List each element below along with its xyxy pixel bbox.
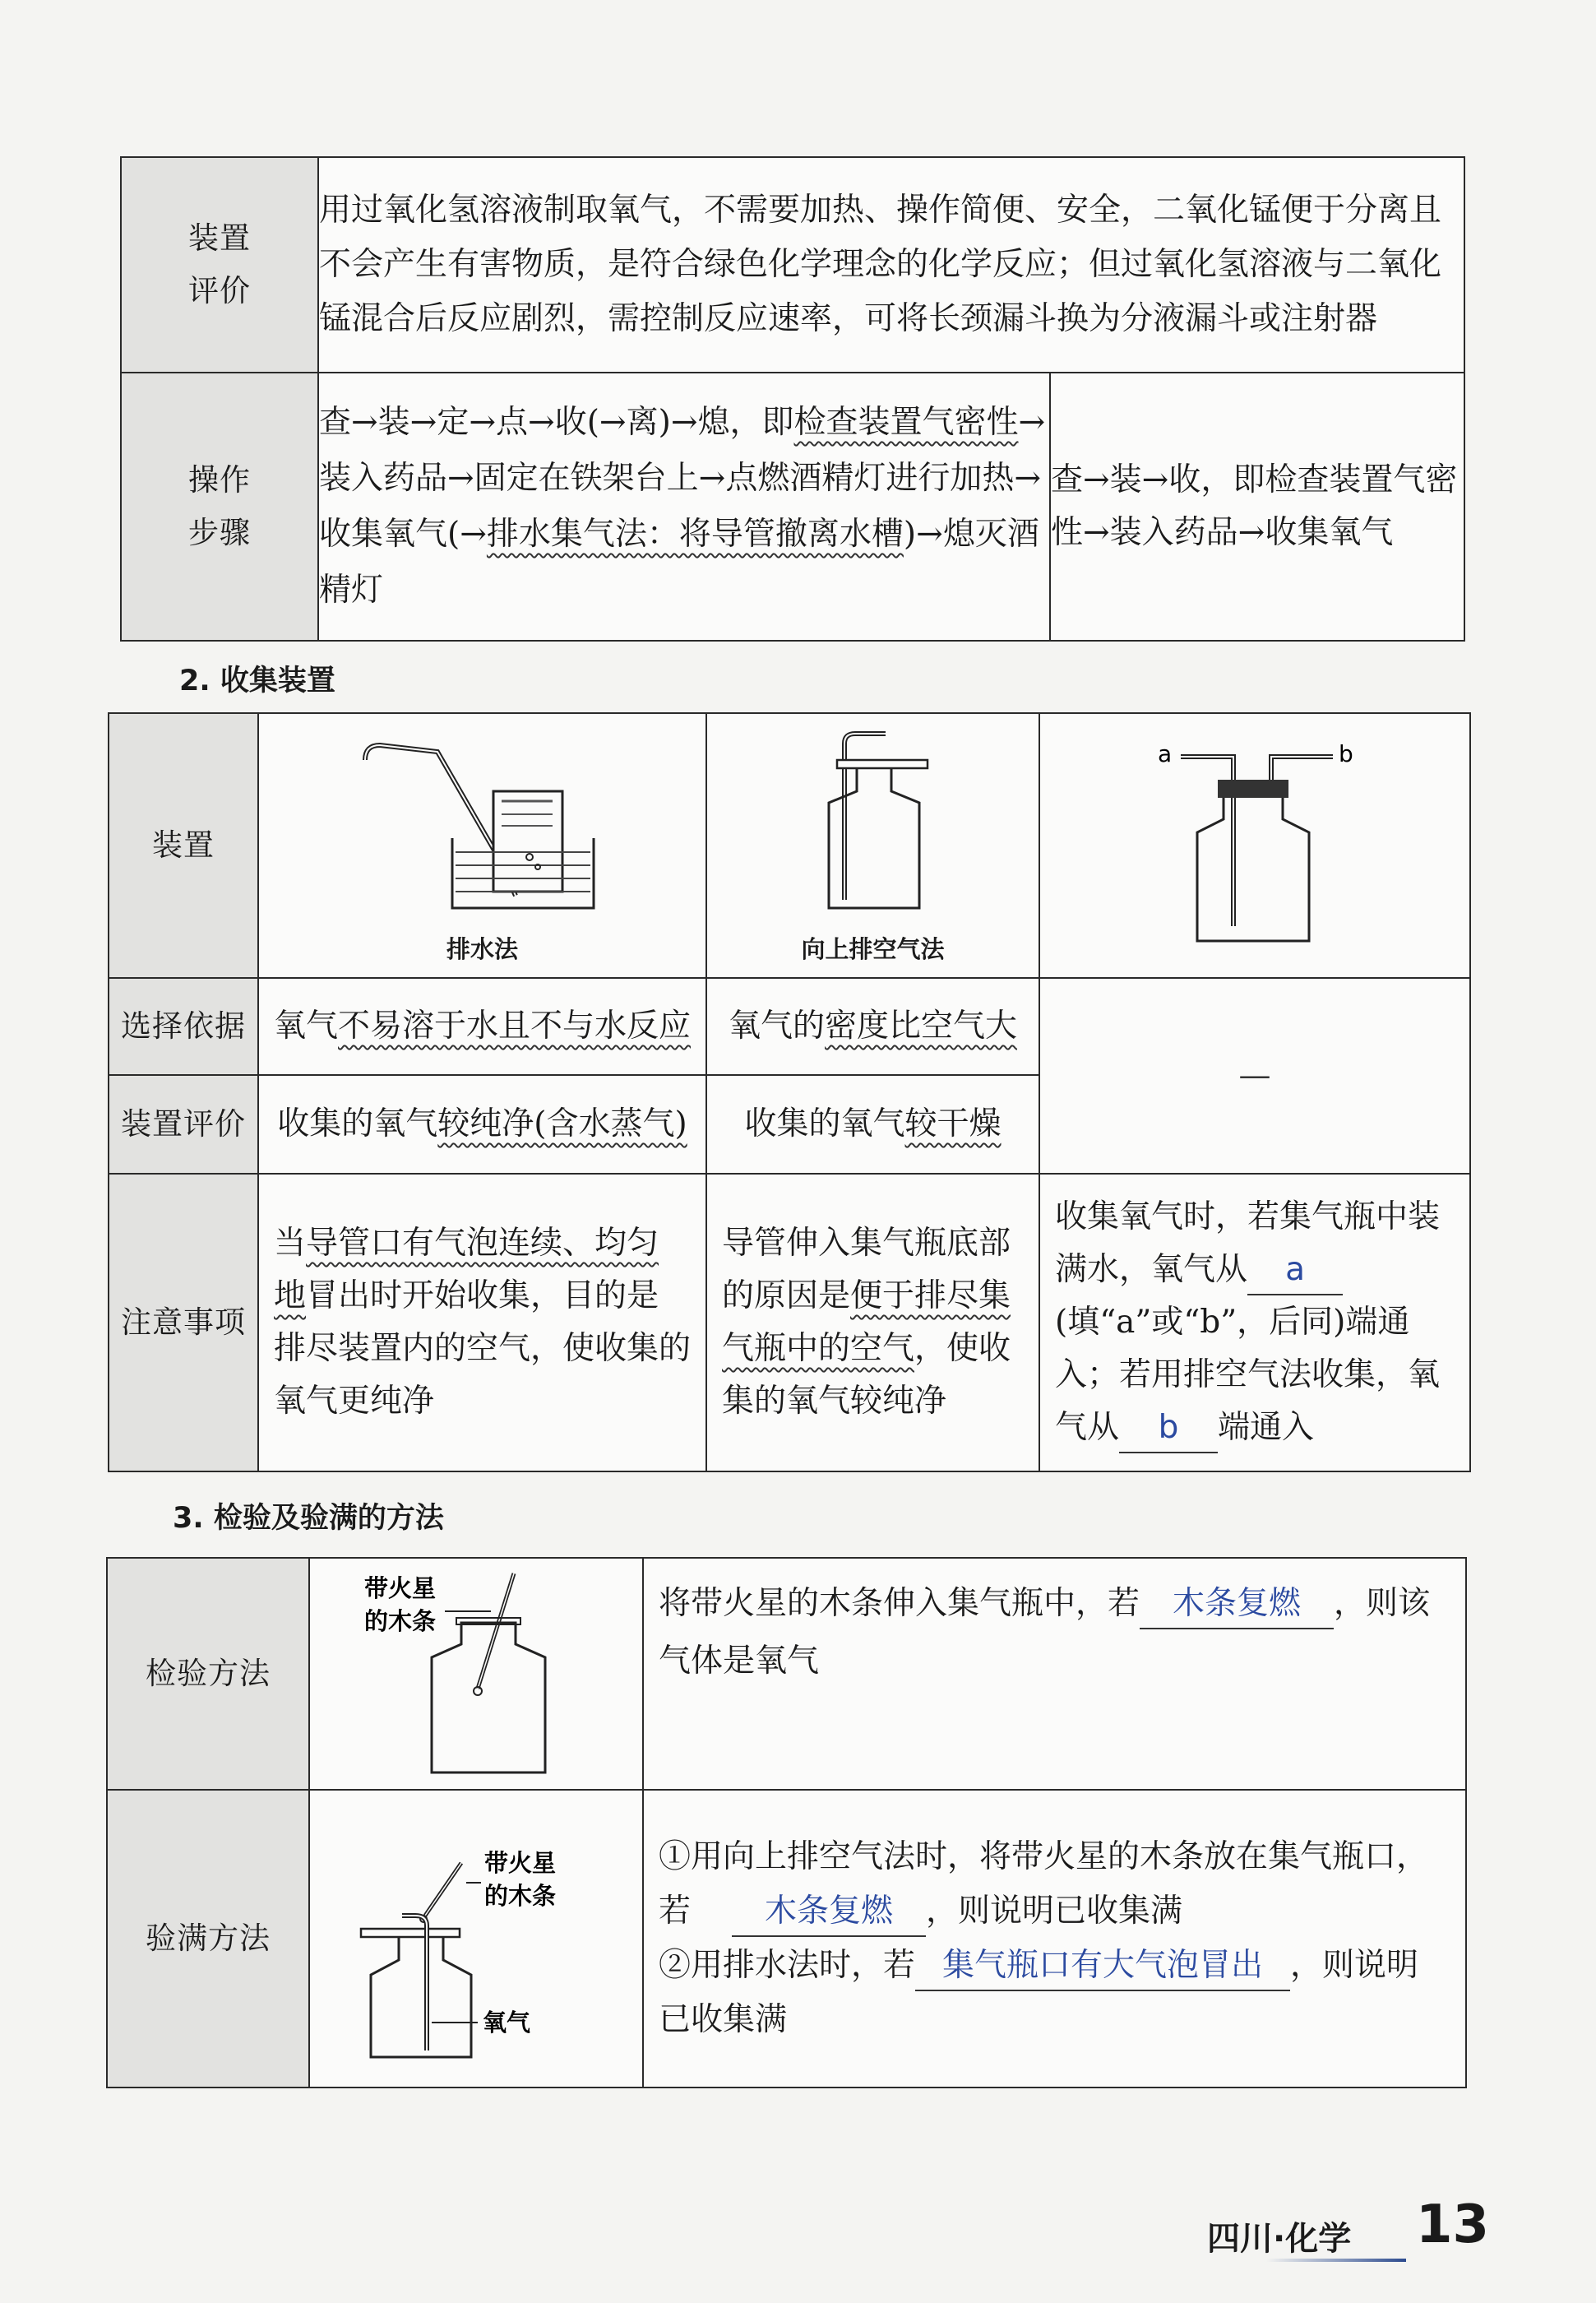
label-a: a (1158, 740, 1173, 767)
answer-blank-a: a (1247, 1246, 1343, 1295)
check-method-figure-cell (309, 1558, 643, 1790)
eval-key-point: 较干燥 (904, 1105, 1002, 1142)
section-2-title: 2. 收集装置 (179, 665, 335, 697)
notes-water (258, 1174, 706, 1471)
eval-text: 收集的氧气 (277, 1105, 438, 1142)
operation-steps-left (318, 373, 1050, 641)
device-evaluation-text: 用过氧化氢溶液制取氧气，不需要加热、操作简便、安全，二氧化锰便于分离且不会产生有害物质，是符合绿色化学理念的化学反应；但过氧化氢溶液与二氧化锰混合后反应剧烈，需控制反应速率，可将长颈漏斗换为分液漏斗或注射器 (318, 157, 1464, 373)
gas-bottle-diagram (1148, 737, 1362, 951)
operation-steps-header (121, 373, 318, 641)
full-text: ①用向上排空气法时，将带火星的木条放在集气瓶口，若 (659, 1838, 1429, 1930)
full-text: ，则说明已收集满 (659, 1947, 1419, 2038)
full-method-text (643, 1790, 1466, 2088)
collection-device-table (108, 712, 1471, 1472)
oxygen-preparation-table (120, 156, 1465, 642)
full-method-header: 验满方法 (107, 1790, 309, 2088)
device-evaluation-header (121, 157, 318, 373)
steps-text: →装入药品→固定在铁架台上→点燃酒精灯进行加热→收集氧气(→ (319, 404, 1046, 553)
eval-text: 收集的氧气 (744, 1105, 905, 1142)
fig1-label-line2: 的木条 (364, 1607, 437, 1635)
fig2-label-oxygen: 氧气 (483, 2009, 531, 2037)
basis-row-header: 选择依据 (109, 978, 258, 1075)
full-text: ②用排水法时，若 (659, 1947, 916, 1984)
upward-air-diagram (799, 727, 947, 916)
basis-text: 氧气 (273, 1008, 338, 1045)
notes-bottle (1039, 1174, 1470, 1471)
answer-blank-b: b (1119, 1404, 1218, 1453)
notes-text: 当 (274, 1225, 307, 1262)
fig2-label-line2: 的木条 (484, 1882, 557, 1910)
check-method-diagram (353, 1565, 599, 1779)
device-evaluation-label: 装置评价 (188, 220, 251, 308)
water-displacement-diagram (347, 727, 618, 916)
steps-text: 查→装→定→点→收(→离)→熄，即 (319, 404, 794, 441)
basis-key-point: 不易溶于水且不与水反应 (338, 1008, 692, 1045)
notes-key-point: 导管口有气泡连续、均匀地 (274, 1225, 659, 1314)
answer-blank-full-1: 木条复燃 (732, 1888, 926, 1937)
section-3-title: 3. 检验及验满的方法 (173, 1502, 444, 1535)
check-text: ，则该气体是氧气 (659, 1585, 1431, 1680)
upward-air-cell (706, 713, 1039, 978)
upward-air-caption: 向上排空气法 (801, 934, 945, 963)
check-text: 将带火星的木条伸入集气瓶中，若 (659, 1585, 1140, 1622)
full-method-item-1 (659, 1830, 1450, 1939)
eval-air (706, 1075, 1039, 1174)
operation-steps-label: 操作步骤 (188, 462, 251, 550)
full-text: ，则说明已收集满 (926, 1893, 1183, 1930)
check-method-header: 检验方法 (107, 1558, 309, 1790)
eval-key-point: 较纯净(含水蒸气) (437, 1105, 687, 1142)
eval-water (258, 1075, 706, 1174)
test-method-table (106, 1557, 1467, 2088)
operation-steps-right: 查→装→收，即检查装置气密性→装入药品→收集氧气 (1050, 373, 1464, 641)
device-row-header: 装置 (109, 713, 258, 978)
eval-row-header: 装置评价 (109, 1075, 258, 1174)
steps-text: )→熄灭酒精灯 (319, 516, 1039, 609)
basis-water (258, 978, 706, 1075)
notes-text: 冒出时开始收集，目的是排尽装置内的空气，使收集的氧气更纯净 (274, 1277, 692, 1420)
steps-key-point: 检查装置气密性 (793, 404, 1019, 441)
footer-line (1266, 2259, 1406, 2262)
page-number: 13 (1416, 2194, 1490, 2255)
fig2-label-line1: 带火星 (484, 1849, 557, 1877)
basis-eval-dash: — (1039, 978, 1470, 1174)
notes-text: 端通入 (1218, 1409, 1315, 1446)
fig1-label-line1: 带火星 (364, 1574, 437, 1602)
water-displacement-caption: 排水法 (446, 934, 518, 963)
notes-text: 导管伸入集气瓶底部的原因是 (722, 1225, 1011, 1314)
notes-key-point: 便于排尽集气瓶中的空气 (722, 1277, 1011, 1367)
basis-text: 氧气的 (728, 1008, 825, 1045)
answer-blank-check: 木条复燃 (1140, 1580, 1334, 1629)
notes-row-header: 注意事项 (109, 1174, 258, 1471)
gas-bottle-cell (1039, 713, 1470, 978)
water-displacement-cell (258, 713, 706, 978)
label-b: b (1339, 740, 1353, 767)
check-method-text (643, 1558, 1466, 1790)
basis-key-point: 密度比空气大 (825, 1008, 1018, 1045)
notes-text: 收集氧气时，若集气瓶中装满水，氧气从 (1055, 1198, 1441, 1288)
full-method-diagram (353, 1814, 599, 2060)
answer-blank-full-2: 集气瓶口有大气泡冒出 (915, 1942, 1290, 1991)
notes-text: (填“a”或“b”，后同)端通入；若用排空气法收集，氧气从 (1055, 1304, 1441, 1446)
full-method-figure-cell (309, 1790, 643, 2088)
steps-key-point: 排水集气法：将导管撤离水槽 (486, 516, 904, 553)
footer-label: 四川·化学 (1207, 2220, 1352, 2258)
notes-air (706, 1174, 1039, 1471)
full-method-item-2 (659, 1939, 1450, 2047)
notes-text: ，使收集的氧气较纯净 (722, 1330, 1011, 1420)
basis-air (706, 978, 1039, 1075)
